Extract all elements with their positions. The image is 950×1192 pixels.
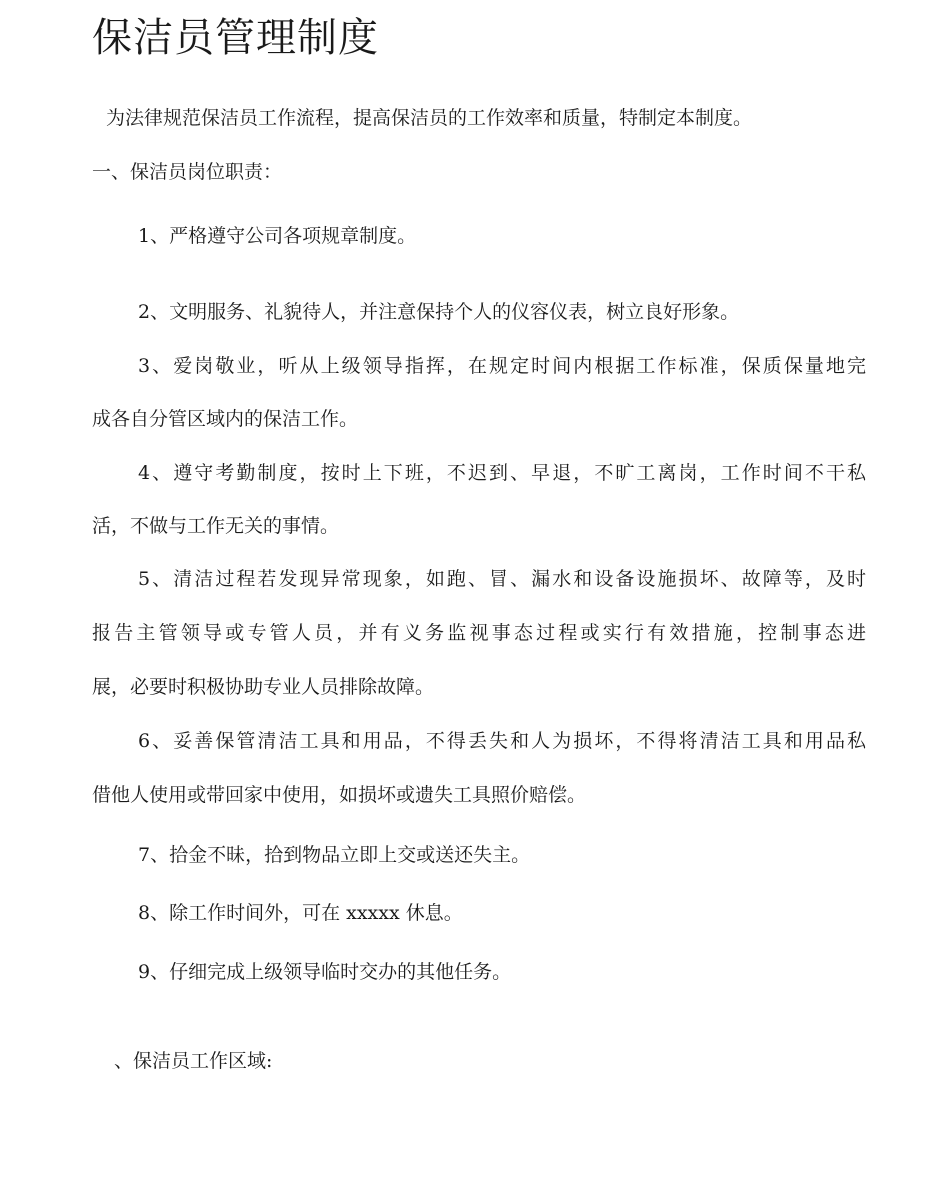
duty-item-9: 9、仔细完成上级领导临时交办的其他任务。 (138, 961, 512, 983)
document-title: 保洁员管理制度 (92, 15, 379, 61)
duty-item-3-line-2: 成各自分管区域内的保洁工作。 (92, 408, 359, 430)
duty-item-5-line-2: 报告主管领导或专管人员，并有义务监视事态过程或实行有效措施，控制事态进 (92, 622, 866, 644)
duty-item-3-line-1: 3、爱岗敬业，听从上级领导指挥，在规定时间内根据工作标准，保质保量地完 (138, 355, 866, 377)
section-heading-work-area: 、保洁员工作区域: (114, 1050, 273, 1072)
duty-item-6-line-2: 借他人使用或带回家中使用，如损坏或遗失工具照价赔偿。 (92, 784, 587, 806)
duty-item-5-line-1: 5、清洁过程若发现异常现象，如跑、冒、漏水和设备设施损坏、故障等，及时 (138, 568, 866, 590)
duty-item-4-line-1: 4、遵守考勤制度，按时上下班，不迟到、早退，不旷工离岗，工作时间不干私 (138, 462, 866, 484)
section-heading-duties: 一、保洁员岗位职责： (92, 161, 283, 183)
duty-item-4-line-2: 活，不做与工作无关的事情。 (92, 515, 340, 537)
intro-paragraph: 为法律规范保洁员工作流程，提高保洁员的工作效率和质量，特制定本制度。 (106, 107, 753, 129)
duty-item-5-line-3: 展，必要时积极协助专业人员排除故障。 (92, 676, 435, 698)
duty-item-1: 1、严格遵守公司各项规章制度。 (138, 225, 417, 247)
duty-item-6-line-1: 6、妥善保管清洁工具和用品，不得丢失和人为损坏，不得将清洁工具和用品私 (138, 730, 866, 752)
duty-item-2: 2、文明服务、礼貌待人，并注意保持个人的仪容仪表，树立良好形象。 (138, 301, 740, 323)
duty-item-7: 7、拾金不昧，拾到物品立即上交或送还失主。 (138, 844, 531, 866)
duty-item-8: 8、除工作时间外，可在 xxxxx 休息。 (138, 902, 463, 924)
